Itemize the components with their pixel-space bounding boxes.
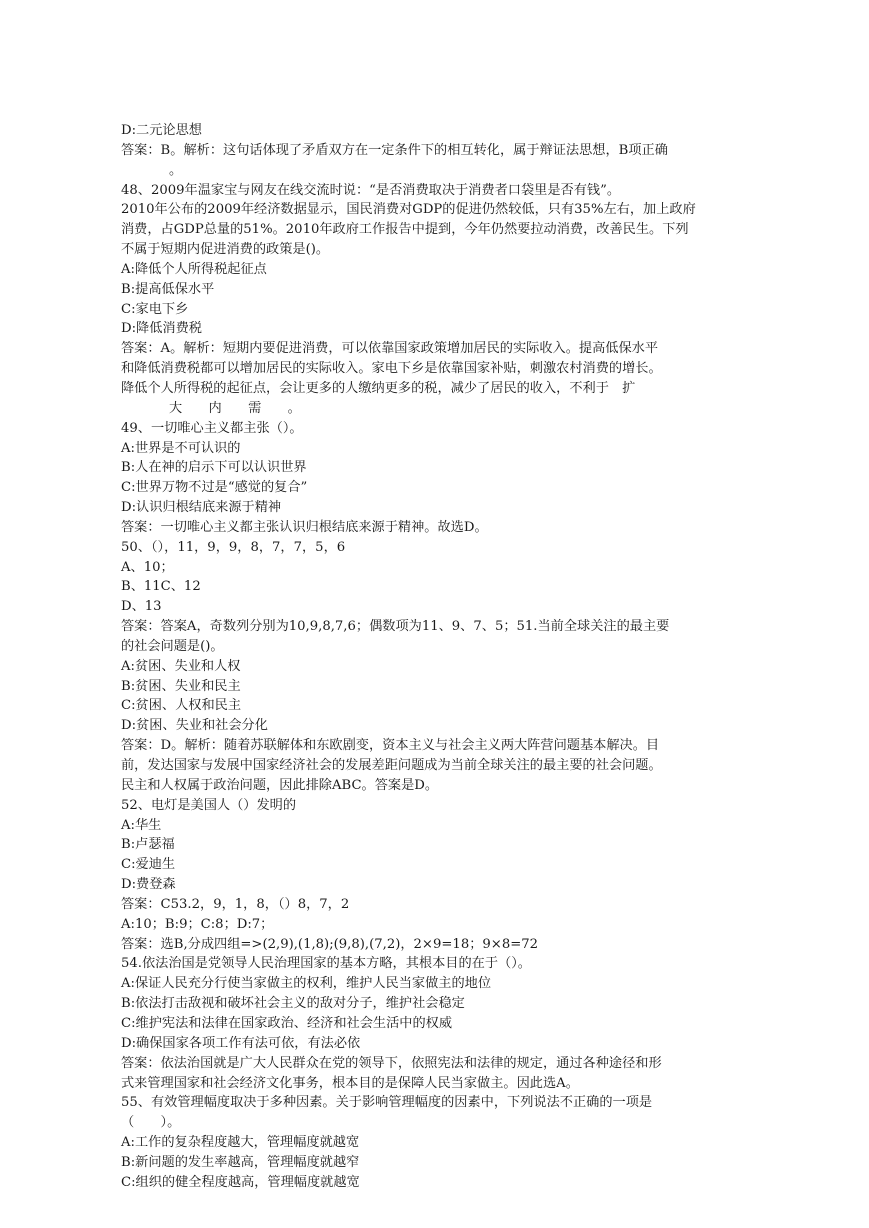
text-line: 降低个人所得税的起征点，会让更多的人缴纳更多的税，减少了居民的收入，不利于 扩 [121,380,636,396]
text-line: C:贫困、人权和民主 [121,698,242,714]
text-line: D:费登森 [121,877,176,893]
text-line: 答案：B。解析：这句话体现了矛盾双方在一定条件下的相互转化，属于辩证法思想，B项正确 [121,142,668,158]
text-line: 答案：答案A，奇数列分别为10,9,8,7,6；偶数项为11、9、7、5；51.当前全球关注的最主要 [121,619,670,635]
document-body [121,121,749,1193]
text-line: A、10； [121,559,174,575]
text-line: A:工作的复杂程度越大，管理幅度就越宽 [121,1135,360,1151]
text-line: B:提高低保水平 [121,281,215,297]
text-line: C:家电下乡 [121,301,189,317]
text-line: B、11C、12 [121,579,201,595]
text-line: B:卢瑟福 [121,837,175,853]
text-line: 52、电灯是美国人（）发明的 [121,797,297,813]
text-line: 的社会问题是()。 [121,638,224,654]
text-line: D:确保国家各项工作有法可依，有法必依 [121,1035,361,1051]
text-line: 50、（），11，9，9，8，7，7，5，6 [121,539,346,555]
text-line: 前，发达国家与发展中国家经济社会的发展差距问题成为当前全球关注的最主要的社会问题。 [121,758,662,773]
text-line: 答案：C53.2，9，1，8，（）8，7，2 [121,896,350,912]
text-line: 答案：一切唯心主义都主张认识归根结底来源于精神。故选D。 [121,519,488,535]
text-line: 大 内 需 。 [169,400,301,416]
text-line: A:贫困、失业和人权 [121,658,241,674]
text-line: 55、有效管理幅度取决于多种因素。关于影响管理幅度的因素中，下列说法不正确的一项是 [121,1095,653,1111]
text-line: 2010年公布的2009年经济数据显示，国民消费对GDP的促进仍然较低，只有35%左右，加上政府 [121,202,696,218]
text-line: D:认识归根结底来源于精神 [121,500,282,516]
text-line: 答案：A。解析：短期内要促进消费，可以依靠国家政策增加居民的实际收入。提高低保水平 [121,341,659,357]
text-line: B:贫困、失业和民主 [121,678,241,694]
text-line: 答案：D。解析：随着苏联解体和东欧剧变，资本主义与社会主义两大阵营问题基本解决。目 [121,738,660,754]
text-line: C:世界万物不过是“感觉的复合” [121,480,308,496]
text-line: A:10；B:9；C:8；D:7； [121,916,274,932]
text-line: C:爱迪生 [121,857,176,873]
text-line: 式来管理国家和社会经济文化事务，根本目的是保障人民当家做主。因此选A。 [121,1075,579,1091]
text-line: D:降低消费税 [121,321,202,337]
text-line: B:依法打击敌视和破坏社会主义的敌对分子，维护社会稳定 [121,996,465,1012]
text-line: D:二元论思想 [121,123,202,138]
text-line: D:贫困、失业和社会分化 [121,718,268,734]
text-line: B:新问题的发生率越高，管理幅度就越窄 [121,1154,360,1170]
text-line: 民主和人权属于政治问题，因此排除ABC。答案是D。 [121,777,439,793]
text-line: 消费，占GDP总量的51%。2010年政府工作报告中提到，今年仍然要拉动消费，改善民生。下列 [121,222,689,238]
text-line: A:保证人民充分行使当家做主的权利，维护人民当家做主的地位 [121,976,492,992]
text-line: C:组织的健全程度越高，管理幅度就越宽 [121,1174,360,1190]
text-line: 54.依法治国是党领导人民治理国家的基本方略，其根本目的在于（）。 [121,956,531,972]
text-line: 49、一切唯心主义都主张（）。 [121,420,303,436]
text-line: B:人在神的启示下可以认识世界 [121,460,307,476]
text-line: A:世界是不可认识的 [121,440,241,456]
text-line: D、13 [121,599,162,615]
text-line: 和降低消费税都可以增加居民的实际收入。家电下乡是依靠国家补贴，刺激农村消费的增长。 [121,361,662,377]
text-line: 答案：依法治国就是广大人民群众在党的领导下，依照宪法和法律的规定，通过各种途径和形 [121,1055,662,1071]
text-line: C:维护宪法和法律在国家政治、经济和社会生活中的权威 [121,1015,453,1031]
text-line: 48、2009年温家宝与网友在线交流时说：“是否消费取决于消费者口袋里是否有钱”。 [121,182,621,198]
text-line: A:华生 [121,817,162,833]
text-line: 不属于短期内促进消费的政策是()。 [121,242,330,258]
text-line: 。 [169,162,183,178]
text-line: 答案：选B,分成四组=>(2,9),(1,8);(9,8),(7,2)，2×9=18；9×8=72 [121,936,539,952]
text-line: （ ）。 [121,1115,181,1131]
text-line: A:降低个人所得税起征点 [121,261,267,277]
